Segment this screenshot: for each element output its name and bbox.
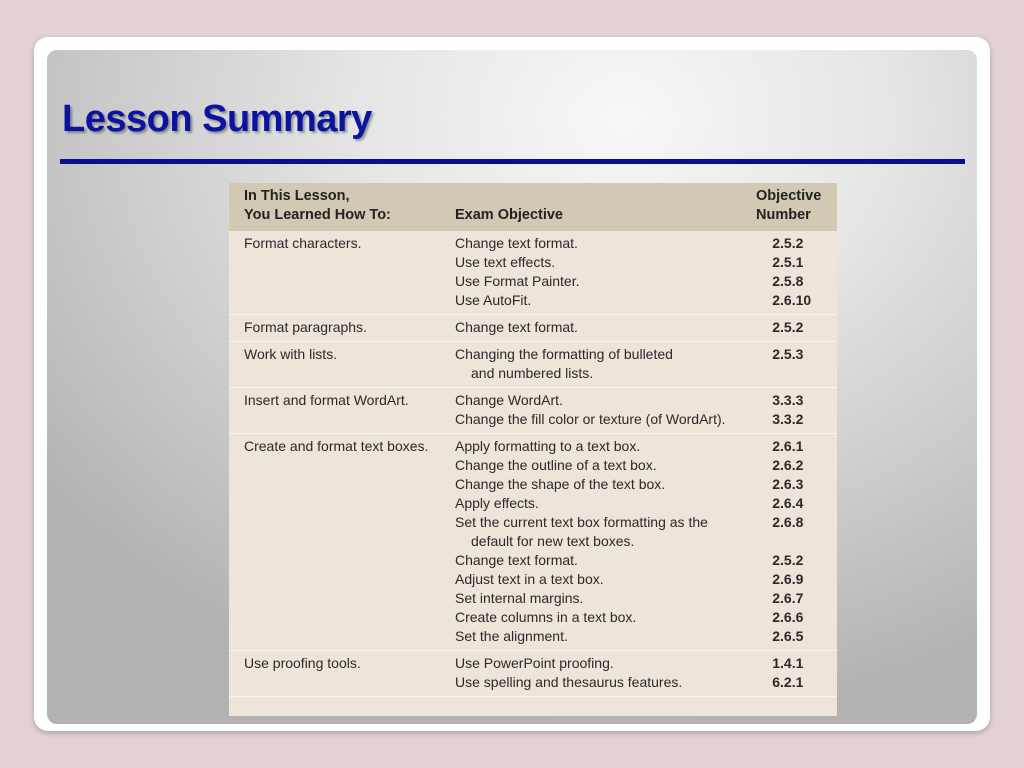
objective-line	[455, 291, 825, 310]
exam-objective-text: Use PowerPoint proofing.	[455, 655, 614, 671]
exam-objective-text: Change text format.	[455, 319, 578, 335]
objective-line	[455, 253, 825, 272]
table-row	[229, 231, 837, 315]
objective-line	[455, 318, 825, 337]
objective-list	[455, 437, 837, 646]
exam-objective-text: default for new text boxes.	[471, 533, 635, 549]
exam-objective-text: Change text format.	[455, 235, 578, 251]
objective-line	[455, 410, 825, 429]
header-objective-number: Objective Number	[756, 188, 822, 223]
skill-cell: Format characters.	[244, 235, 362, 251]
exam-objective-text: Use spelling and thesaurus features.	[455, 674, 683, 690]
exam-objective-text: Change the fill color or texture (of WordArt).	[455, 411, 726, 427]
exam-objective-text: Set the current text box formatting as the	[455, 514, 708, 530]
skill-cell: Format paragraphs.	[244, 319, 367, 335]
skill-cell: Insert and format WordArt.	[244, 392, 409, 408]
objective-number	[760, 532, 825, 551]
exam-objective-text: Change the shape of the text box.	[455, 476, 666, 492]
objective-number: 2.5.8	[772, 273, 804, 289]
objective-number: 2.6.7	[772, 590, 804, 606]
exam-objective-text: Apply effects.	[455, 495, 539, 511]
objective-line	[455, 456, 825, 475]
exam-objective-text: Use Format Painter.	[455, 273, 580, 289]
objective-line	[455, 234, 825, 253]
objective-number: 2.6.5	[772, 628, 804, 644]
exam-objective-text: Set the alignment.	[455, 628, 568, 644]
objective-list	[455, 234, 837, 310]
exam-objective-text: Create columns in a text box.	[455, 609, 637, 625]
objective-line	[455, 673, 825, 692]
slide	[47, 50, 977, 724]
objective-line	[455, 654, 825, 673]
exam-objective-text: Change text format.	[455, 552, 578, 568]
objective-number: 2.6.8	[772, 514, 804, 530]
objective-number: 2.5.2	[772, 235, 804, 251]
objective-line	[455, 551, 825, 570]
objective-line	[455, 494, 825, 513]
objective-line	[455, 364, 825, 383]
objective-number: 2.6.1	[772, 438, 804, 454]
objective-list	[455, 391, 837, 429]
objective-number: 6.2.1	[772, 674, 804, 690]
header-skill: In This Lesson, You Learned How To:	[244, 188, 391, 223]
exam-objective-text: Change WordArt.	[455, 392, 563, 408]
exam-objective-text: Apply formatting to a text box.	[455, 438, 641, 454]
objective-line	[455, 532, 825, 551]
exam-objective-text: and numbered lists.	[471, 365, 594, 381]
objective-number: 3.3.3	[772, 392, 804, 408]
objective-number: 3.3.2	[772, 411, 804, 427]
exam-objective-text: Adjust text in a text box.	[455, 571, 604, 587]
objective-number: 2.6.2	[772, 457, 804, 473]
objective-number: 2.5.2	[772, 552, 804, 568]
skill-cell: Create and format text boxes.	[244, 438, 429, 454]
objective-number: 2.5.1	[772, 254, 804, 270]
slide-title: Lesson Summary	[62, 98, 372, 140]
table-row	[229, 388, 837, 434]
lesson-summary-table	[229, 183, 837, 716]
objective-number: 2.6.4	[772, 495, 804, 511]
exam-objective-text: Set internal margins.	[455, 590, 584, 606]
skill-cell: Work with lists.	[244, 346, 338, 362]
exam-objective-text: Changing the formatting of bulleted	[455, 346, 673, 362]
objective-line	[455, 475, 825, 494]
title-underline	[60, 159, 965, 164]
objective-line	[455, 437, 825, 456]
objective-number: 2.6.3	[772, 476, 804, 492]
objective-line	[455, 391, 825, 410]
objective-list	[455, 654, 837, 692]
exam-objective-text: Change the outline of a text box.	[455, 457, 657, 473]
objective-number: 2.6.10	[772, 292, 812, 308]
objective-line	[455, 608, 825, 627]
objective-line	[455, 513, 825, 532]
objective-number: 2.5.2	[772, 319, 804, 335]
table-row	[229, 315, 837, 342]
exam-objective-text: Use AutoFit.	[455, 292, 532, 308]
objective-number	[760, 364, 825, 383]
table-header	[229, 183, 837, 231]
table-row	[229, 342, 837, 388]
objective-line	[455, 345, 825, 364]
objective-number: 2.6.6	[772, 609, 804, 625]
skill-cell: Use proofing tools.	[244, 655, 361, 671]
header-exam-objective: Exam Objective	[455, 207, 563, 223]
objective-line	[455, 627, 825, 646]
objective-list	[455, 345, 837, 383]
table-body	[229, 231, 837, 697]
objective-number: 2.5.3	[772, 346, 804, 362]
table-row	[229, 651, 837, 697]
objective-line	[455, 272, 825, 291]
exam-objective-text: Use text effects.	[455, 254, 556, 270]
objective-line	[455, 570, 825, 589]
objective-list	[455, 318, 837, 337]
objective-number: 2.6.9	[772, 571, 804, 587]
objective-number: 1.4.1	[772, 655, 804, 671]
table-row	[229, 434, 837, 651]
objective-line	[455, 589, 825, 608]
